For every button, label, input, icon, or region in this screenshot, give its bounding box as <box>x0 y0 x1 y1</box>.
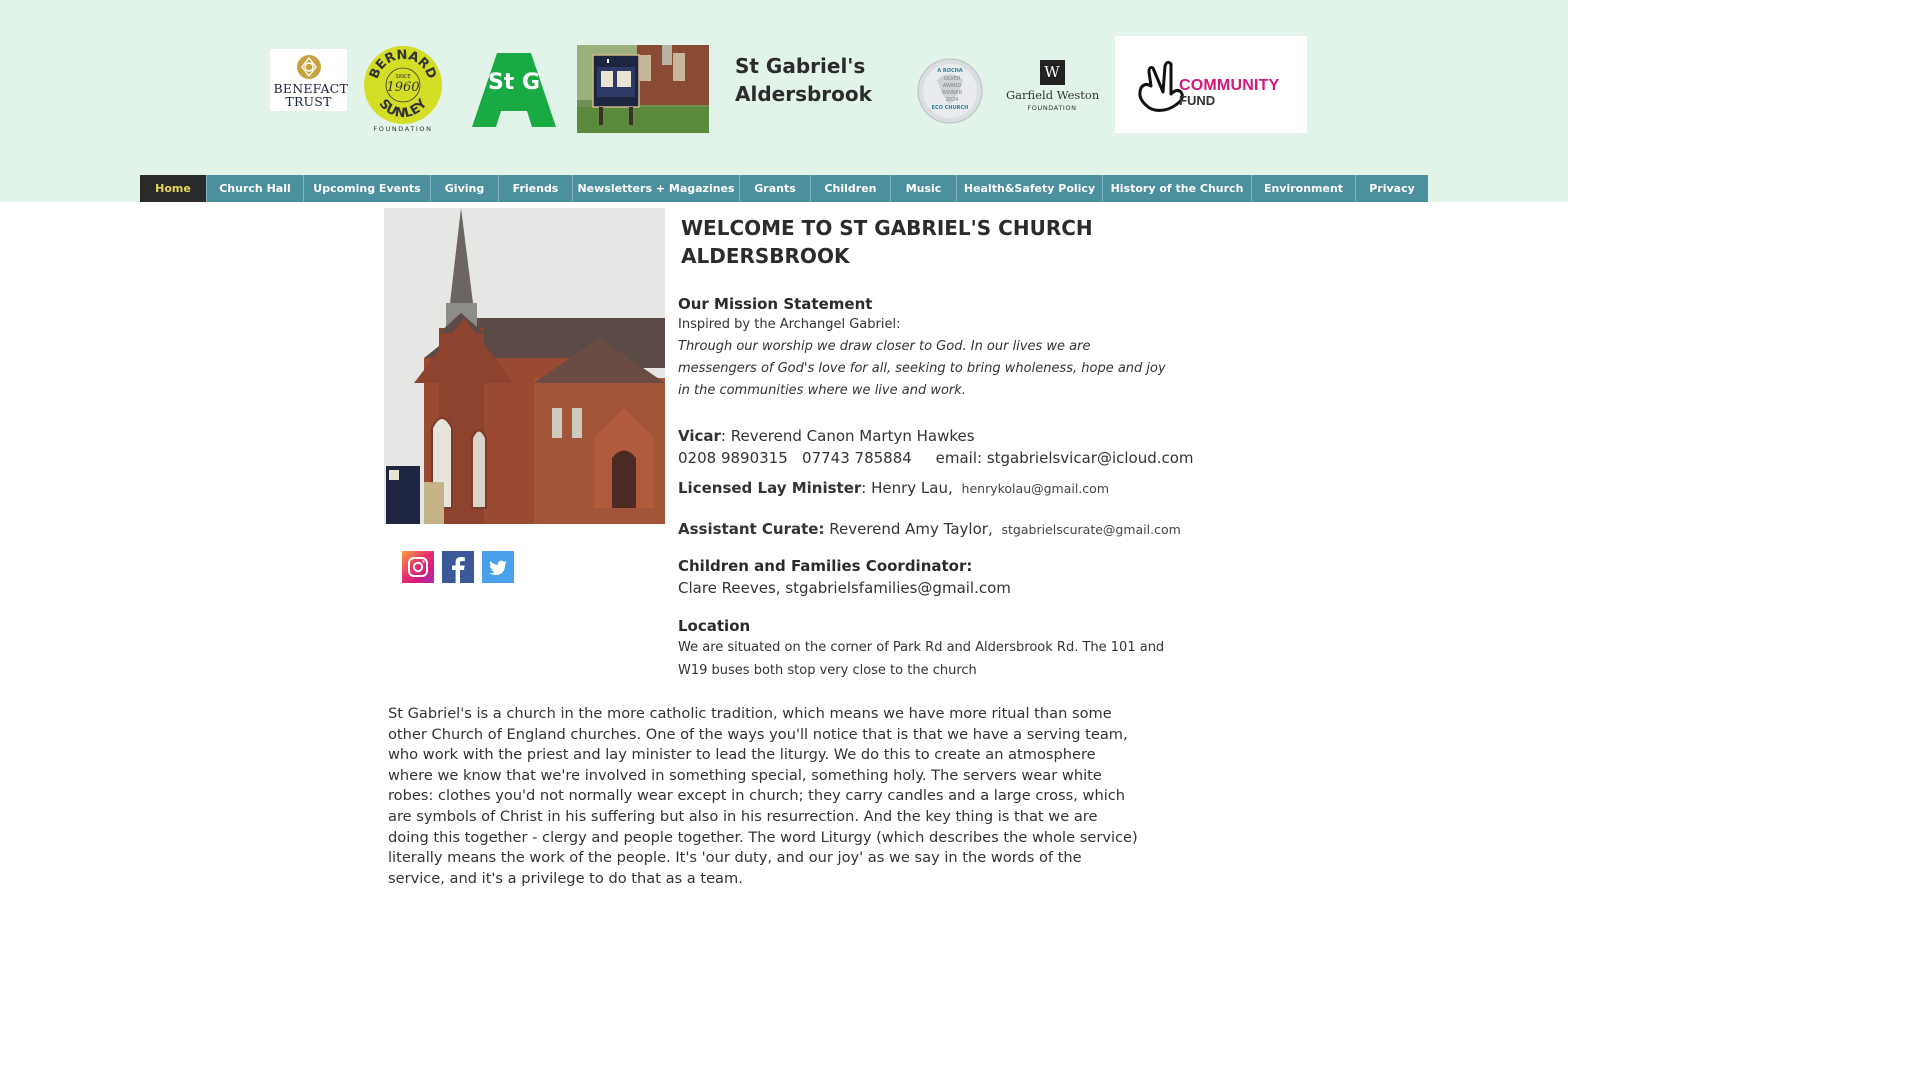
benefact-trust-logo[interactable] <box>270 49 347 111</box>
garfield-mark: W <box>1040 60 1065 85</box>
arocha-silver-text: SILVER <box>943 76 961 82</box>
bernard-sunley-logo[interactable] <box>363 45 443 133</box>
garfield-weston-logo[interactable] <box>1006 60 1098 120</box>
church-tradition-paragraph: St Gabriel's is a church in the more catholic tradition, which means we have more ritual than some other Church of England churches. One of the ways you'll notice that is that we have a serving team, who work with the priest and lay minister to lead the liturgy. We do this to create an atmosphere where we know that we're involved in something special, something holy. The servers wear white robes: clothes you'd not normally wear except in church; they carry candles and a large cross, which are symbols of Christ in his suffering but also in his resurrection. And the key thing is that we are doing this together - clergy and people together. The word Liturgy (which describes the whole service) literally means the work of the people. It's 'our duty, and our joy' as we say in the words of the service, and it's a privilege to do that as a team. <box>388 705 1138 887</box>
nav-item-home[interactable]: Home <box>140 175 207 202</box>
main-nav <box>140 175 1428 202</box>
nav-item-environment[interactable]: Environment <box>1252 175 1356 202</box>
lay-minister-email[interactable]: henrykolau@gmail.com <box>961 481 1110 496</box>
stg-text: St G <box>487 70 541 95</box>
mission-intro: Inspired by the Archangel Gabriel: <box>678 317 901 332</box>
children-coordinator-heading: Children and Families Coordinator: <box>678 557 973 575</box>
sunley-foundation-text: FOUNDATION <box>373 125 433 133</box>
nav-item-health-safety[interactable]: Health&Safety Policy <box>957 175 1103 202</box>
site-title[interactable]: St Gabriel's Aldersbrook <box>735 54 872 106</box>
community-fund-text <box>1179 78 1279 108</box>
assistant-curate-name: Reverend Amy Taylor, <box>824 520 993 538</box>
lay-minister-label: Licensed Lay Minister <box>678 479 862 497</box>
garfield-foundation: FOUNDATION <box>1027 104 1077 112</box>
instagram-icon[interactable] <box>402 551 434 583</box>
facebook-icon[interactable] <box>442 551 474 583</box>
benefact-text: BENEFACT TRUST <box>273 81 348 109</box>
church-building-photo[interactable] <box>384 208 665 524</box>
sunley-year-text: 1960 <box>386 80 420 95</box>
benefact-mark-icon <box>296 54 322 80</box>
nav-item-children[interactable]: Children <box>811 175 891 202</box>
location-text: We are situated on the corner of Park Rd and Aldersbrook Rd. The 101 and W19 buses both stop very close to the church <box>678 640 1165 678</box>
st-gabriels-logo[interactable] <box>472 53 556 127</box>
fund-word: FUND <box>1179 93 1216 108</box>
nav-item-newsletters[interactable]: Newsletters + Magazines <box>573 175 740 202</box>
lay-minister-line <box>678 479 1109 497</box>
arocha-award-text: AWARD <box>942 83 962 89</box>
vicar-name: : Reverend Canon Martyn Hawkes <box>720 427 975 445</box>
lay-minister-name: : Henry Lau, <box>861 479 953 497</box>
welcome-heading: WELCOME TO ST GABRIEL'S CHURCH ALDERSBROOK <box>681 216 1093 268</box>
vicar-contact[interactable]: 0208 9890315 07743 785884 email: stgabrielsvicar@icloud.com <box>678 449 1194 467</box>
mission-statement: Through our worship we draw closer to God. In our lives we are messengers of God's love for all, seeking to bring wholeness, hope and joy in the communities where we live and work. <box>678 339 1166 398</box>
arocha-year-text: 2024 <box>945 97 959 103</box>
nav-item-privacy[interactable]: Privacy <box>1369 182 1415 195</box>
nav-item-upcoming-events[interactable]: Upcoming Events <box>304 175 431 202</box>
vicar-label: Vicar <box>678 427 721 445</box>
assistant-curate-email[interactable]: stgabrielscurate@gmail.com <box>1001 522 1181 537</box>
church-noticeboard-photo[interactable] <box>577 45 709 133</box>
nav-item-church-hall[interactable]: Church Hall <box>207 175 304 202</box>
community-word: COMMUNITY <box>1179 77 1280 94</box>
mission-heading: Our Mission Statement <box>678 295 873 313</box>
nav-item-giving[interactable]: Giving <box>431 175 499 202</box>
nav-item-grants[interactable]: Grants <box>740 175 811 202</box>
children-coordinator-contact[interactable]: Clare Reeves, stgabrielsfamilies@gmail.com <box>678 579 1011 597</box>
location-heading: Location <box>678 617 751 635</box>
arocha-eco-church-text: ECO CHURCH <box>931 105 969 111</box>
arocha-text: A ROCHA <box>937 68 963 74</box>
community-fund-logo[interactable] <box>1115 36 1307 133</box>
nav-item-music[interactable]: Music <box>891 175 957 202</box>
vicar-line <box>678 427 975 445</box>
assistant-curate-line <box>678 520 1181 538</box>
assistant-curate-label: Assistant Curate: <box>678 520 825 538</box>
sunley-bottom-text: SUNLEY <box>375 96 431 122</box>
nav-item-history[interactable]: History of the Church <box>1103 175 1252 202</box>
sunley-top-text: BERNARD <box>366 47 440 82</box>
garfield-name: Garfield Weston <box>1006 88 1100 102</box>
nav-item-friends[interactable]: Friends <box>499 175 573 202</box>
a-rocha-eco-church-badge[interactable] <box>917 58 983 124</box>
twitter-icon[interactable] <box>482 551 514 583</box>
arocha-winner-text: WINNER <box>941 90 963 96</box>
sunley-since-text: SINCE <box>395 74 411 80</box>
